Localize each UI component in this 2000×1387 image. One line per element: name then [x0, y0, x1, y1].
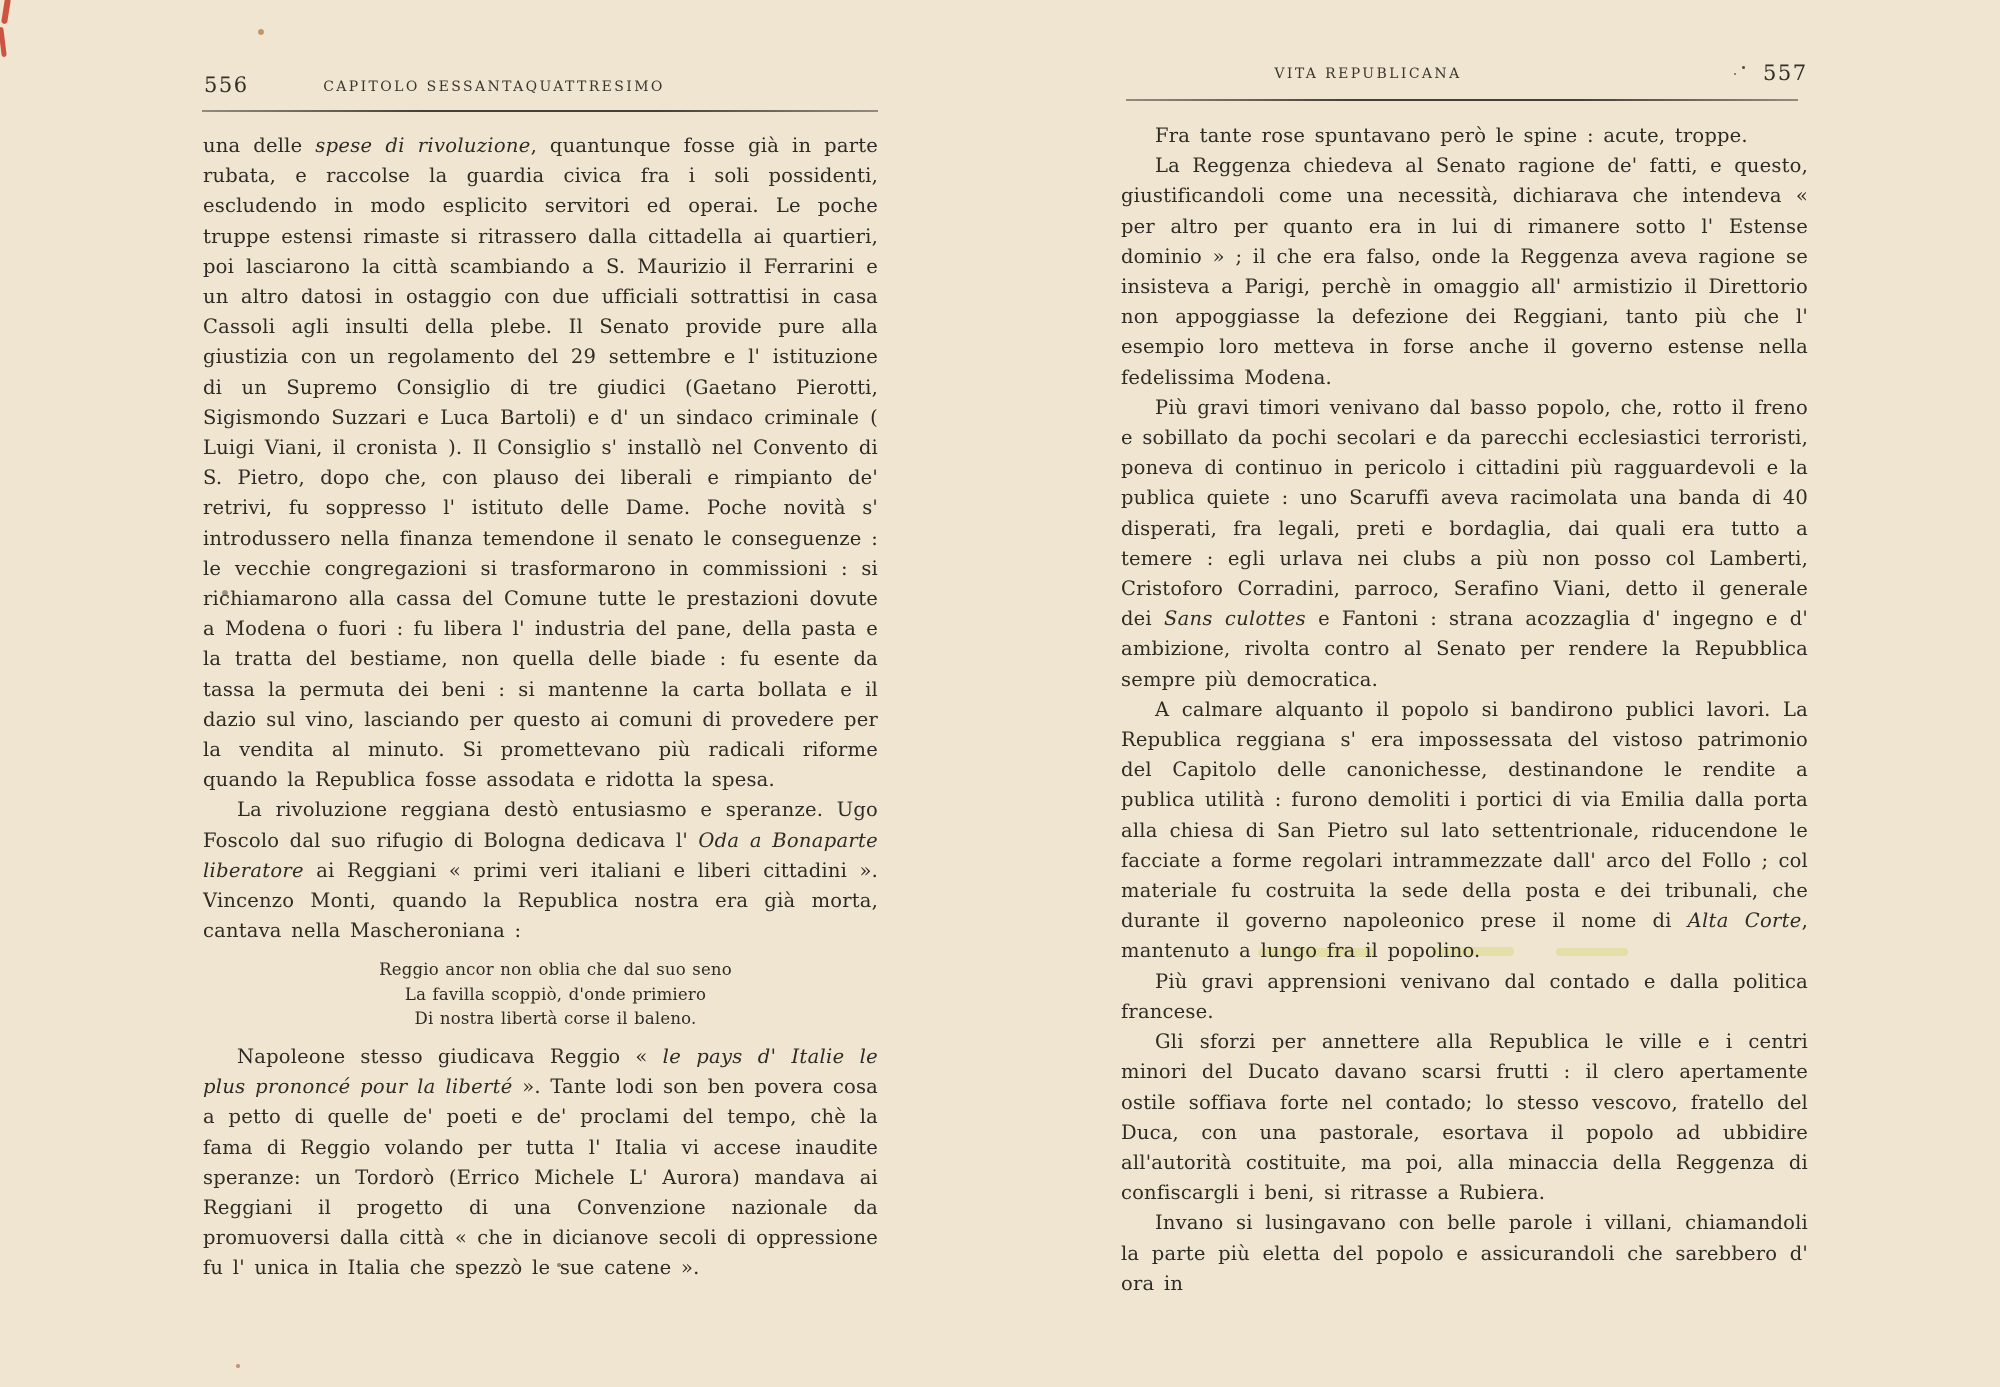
left-page-text [203, 131, 878, 1284]
text-run: Napoleone stesso giudicava Reggio « [237, 1044, 663, 1068]
paragraph [203, 1042, 878, 1284]
paper-speck [1742, 66, 1745, 69]
text-run: e Fantoni : strana acozzaglia d' ingegno e d' ambizione, rivolta contro al Senato per rendere la Repubblica sempre più democratica. [1121, 607, 1808, 691]
right-page-text [1121, 121, 1808, 1299]
text-run: Gli sforzi per annettere alla Republica le ville e i centri minori del Ducato davano scarsi frutti : il clero apertamente ostile soffiava forte nel contado; lo stesso vescovo, fratello del Duca, con una pastorale, esortava il popolo ad ubbidire all'autorità costituite, ma poi, alla minaccia della Reggenza di confiscargli i beni, si ritrasse a Rubiera. [1121, 1030, 1808, 1205]
italic-text-run: Oda a Bonaparte liberatore [203, 828, 879, 882]
left-header-rule [202, 110, 878, 112]
red-ink-mark [1, 0, 11, 24]
text-run: Fra tante rose spuntavano però le spine : acute, troppe. [1155, 124, 1748, 147]
text-run: , mantenuto a lungo fra il popolino. [1121, 909, 1808, 963]
left-page-number: 556 [204, 73, 249, 97]
text-run: una delle [203, 134, 316, 157]
verse-line: La favilla scoppiò, d'onde primiero [404, 984, 707, 1004]
left-running-head: CAPITOLO SESSANTAQUATTRESIMO [323, 79, 665, 95]
right-running-head: VITA REPUBLICANA [1274, 66, 1462, 82]
verse-line: Di nostra libertà corse il baleno. [414, 1009, 697, 1029]
italic-text-run: Alta Corte [1687, 909, 1802, 933]
italic-text-run: Sans culottes [1163, 607, 1306, 631]
verse-line: Reggio ancor non oblia che dal suo seno [379, 960, 732, 980]
paper-speck [1734, 73, 1736, 75]
text-run: Più gravi timori venivano dal basso popolo, che, rotto il freno e sobillato da pochi secolari e da parecchi ecclesiastici terroristi, poneva di continuo in pericolo i cittadini più ragguardevoli e la publica quiete : uno Scaruffi aveva racimolata una banda di 40 disperati, fra legali, preti e bordaglia, dai quali era tutto a temere : egli urlava nei clubs a più non posso col Lamberti, Cristoforo Corradini, parroco, Serafino Viani, detto il generale dei [1121, 395, 1808, 631]
paper-speck [236, 1364, 240, 1368]
text-run: ». Tante lodi son ben povera cosa a petto di quelle de' poeti e de' proclami del tempo, chè la fama di Reggio volando per tutta l' Italia vi accese inaudite speranze: un Tordorò (Errico Michele L' Aurora) mandava ai Reggiani il progetto di una Convenzione nazionale da promuoversi dalla città « che in dicianove secoli di oppressione fu l' unica in Italia che spezzò le sue catene ». [203, 1075, 878, 1280]
text-run: La rivoluzione reggiana destò entusiasmo e speranze. Ugo Foscolo dal suo rifugio di Bologna dedicava l' [203, 798, 878, 852]
right-header-rule [1126, 99, 1798, 101]
text-run: ai Reggiani « primi veri italiani e liberi cittadini ». Vincenzo Monti, quando la Republica nostra era già morta, cantava nella Mascheroniana : [203, 858, 878, 943]
paragraph [203, 131, 878, 795]
text-run: La Reggenza chiedeva al Senato ragione de' fatti, e questo, giustificandoli come una necessità, dichiarava che intendeva « per altro per quanto era in lui di rimanere sotto l' Estense dominio » ; il che era falso, onde la Reggenza aveva ragione se insisteva a Parigi, perchè in omaggio all' armistizio il Direttorio non appoggiasse la defezione dei Reggiani, tanto più che l' esempio loro metteva in forse anche il governo estense nella fedelissima Modena. [1121, 154, 1808, 389]
paragraph [1121, 151, 1808, 393]
paragraph [1121, 393, 1808, 695]
paper-speck [258, 29, 264, 35]
verse-block [203, 958, 878, 1032]
italic-text-run: le pays d' Italie le plus prononcé pour la liberté [203, 1044, 878, 1099]
right-page-number: 557 [1763, 61, 1808, 85]
italic-text-run: spese di rivoluzione [315, 134, 531, 157]
text-run: A calmare alquanto il popolo si bandirono publici lavori. La Republica reggiana s' era impossessata del vistoso patrimonio del Capitolo delle canonichesse, destinandone le rendite a publica utilità : furono demoliti i portici di via Emilia dalla porta alla chiesa di San Pietro sul lato settentrionale, riducendone le facciate a forme regolari intrammezzate dall' arco del Follo ; col materiale fu costruita la sede della posta e dei tribunali, che durante il governo napoleonico prese il nome di [1121, 697, 1808, 933]
paragraph [203, 795, 878, 946]
text-run: , quantunque fosse già in parte rubata, e raccolse la guardia civica fra i soli possidenti, escludendo in modo esplicito servitori ed operai. Le poche truppe estensi rimaste si ritrassero dalla cittadella ai quartieri, poi lasciarono la città scambiando a S. Maurizio il Ferrarini e un altro datosi in ostaggio con due ufficiali sottrattisi in casa Cassoli agli insulti della plebe. Il Senato provide pure alla giustizia con un regolamento del 29 settembre e l' istituzione di un Supremo Consiglio di tre giudici (Gaetano Pierotti, Sigismondo Suzzari e Luca Bartoli) e d' un sindaco criminale ( Luigi Viani, il cronista ). Il Consiglio s' installò nel Convento di S. Pietro, dopo che, con plauso dei liberali e rimpianto de' retrivi, fu soppresso l' istituto delle Dame. Poche novità s' introdussero nella finanza temendone il senato le conseguenze : le vecchie congregazioni si trasformarono in commissioni : si richiamarono alla cassa del Comune tutte le prestazioni dovute a Modena o fuori : fu libera l' industria del pane, della pasta e la tratta del bestiame, non quella delle biade : fu esente da tassa la permuta dei beni : si mantenne la carta bollata e il dazio sul vino, lasciando per questo ai comuni di provedere per la vendita al minuto. Si promettevano più radicali riforme quando la Republica fosse assodata e ridotta la spesa. [203, 134, 878, 792]
red-ink-mark [0, 27, 7, 57]
text-run: Più gravi apprensioni venivano dal contado e dalla politica francese. [1121, 969, 1808, 1023]
paragraph [1121, 967, 1808, 1027]
paragraph [1121, 1208, 1808, 1299]
text-run: Invano si lusingavano con belle parole i villani, chiamandoli la parte più eletta del popolo e assicurandoli che sarebbero d' ora in [1121, 1211, 1808, 1295]
paragraph [1121, 1027, 1808, 1208]
paragraph [1121, 695, 1808, 967]
paragraph [1121, 121, 1808, 151]
